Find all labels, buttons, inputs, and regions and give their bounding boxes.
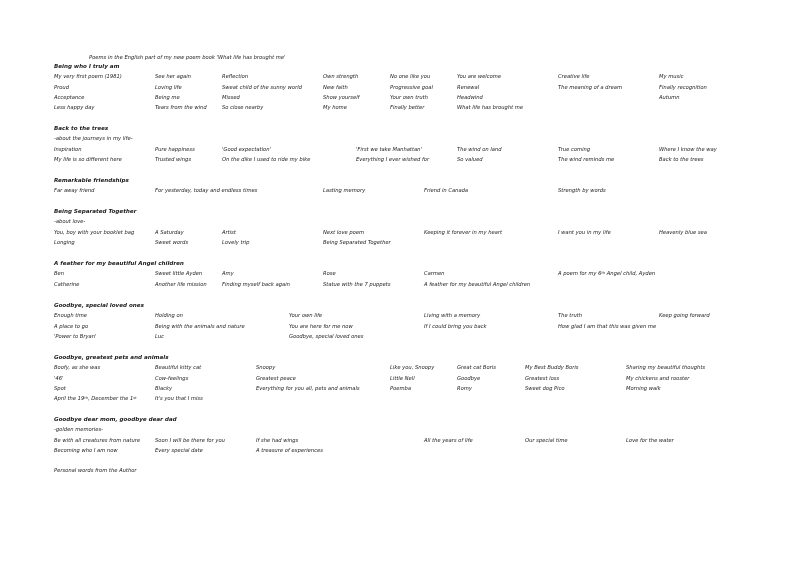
poem-title: My Best Buddy Boris [525, 365, 579, 372]
section-subtitle: -about the journeys in my life- [54, 136, 133, 143]
section-heading: Goodbye, greatest pets and animals [54, 355, 169, 361]
section-subtitle: -golden memories- [54, 427, 104, 434]
poem-title: Creative life [558, 74, 590, 81]
poem-title: Own strength [323, 74, 359, 81]
poem-title: Acceptance [54, 94, 85, 101]
poem-title: Statue with the 7 puppets [323, 281, 391, 288]
poem-title: See her again [155, 74, 191, 81]
poem-title: Trusted wings [155, 156, 192, 163]
poem-title: The wind on land [457, 146, 502, 153]
poem-title: Luc [155, 333, 165, 340]
poem-title: If she had wings [256, 437, 299, 444]
poem-title: Little Nell [390, 375, 415, 382]
poem-title: Greatest loss [525, 375, 560, 382]
poem-title: You, boy with your booklet bag [54, 229, 135, 236]
poem-title: Far away friend [54, 188, 95, 195]
poem-title: Everything I ever wished for [356, 156, 430, 163]
poem-title: Cow-feelings [155, 375, 189, 382]
poem-title: My very first poem (1981) [54, 74, 122, 81]
poem-title: Inspiration [54, 146, 82, 153]
poem-title: Blacky [155, 385, 173, 392]
poem-title: Reflection [222, 74, 249, 81]
poem-title: Lovely trip [222, 239, 250, 246]
poem-title: What life has brought me [457, 105, 524, 112]
poem-title: 'Good expectation' [222, 146, 271, 153]
poem-title: Great cat Boris [457, 365, 496, 372]
poem-title: Snoopy [256, 365, 276, 372]
poem-title: The truth [558, 313, 583, 320]
poem-title: You are welcome [457, 74, 502, 81]
poem-title: Less happy day [54, 105, 95, 112]
poem-title: Being Separated Together [323, 239, 391, 246]
poem-title: Living with a memory [424, 313, 481, 320]
poem-title: All the years of life [424, 437, 473, 444]
poem-title: My chickens and rooster [626, 375, 690, 382]
poem-title: Everything for you all, pets and animals [256, 385, 360, 392]
poem-title: Sweet dog Pico [525, 385, 565, 392]
poem-title: Keep going forward [659, 313, 710, 320]
section-heading: Goodbye, special loved ones [54, 303, 144, 309]
section-heading: Being who I truly am [54, 64, 120, 70]
poem-title: Catherine [54, 281, 80, 288]
section-heading: Being Separated Together [54, 209, 137, 215]
poem-title: Proud [54, 84, 70, 91]
poem-title: My music [659, 74, 684, 81]
poem-title: 'First we take Manhattan' [356, 146, 422, 153]
footer-note: Personal words from the Author [54, 468, 137, 474]
poem-title: Goodbye, special loved ones [289, 333, 364, 340]
poem-title: Show yourself [323, 94, 360, 101]
poem-title: Poemba [390, 385, 412, 392]
poem-title: Love for the water [626, 437, 674, 444]
poem-title: Greatest peace [256, 375, 296, 382]
poem-title: The wind reminds me [558, 156, 615, 163]
poem-title: 'Power to Bryan' [54, 333, 97, 340]
poem-title: Spot [54, 385, 66, 392]
section-subtitle: -about love- [54, 219, 86, 226]
poem-title: Like you, Snoopy [390, 365, 435, 372]
intro-line: Poems in the English part of my new poem book 'What life has brought me' [89, 55, 286, 61]
poem-title: Tears from the wind [155, 105, 207, 112]
poem-title: Autumn [659, 94, 680, 101]
poem-title: Your own truth [390, 94, 428, 101]
poem-title: Carmen [424, 271, 445, 278]
poem-title: Goodbye [457, 375, 481, 382]
poem-title: Progressive goal [390, 84, 433, 91]
poem-title: A feather for my beautiful Angel children [424, 281, 531, 288]
poem-title: Sharing my beautiful thoughts [626, 365, 706, 372]
poem-title: A place to go [54, 323, 89, 330]
poem-title: Artist [222, 229, 236, 236]
poem-title: Keeping it forever in my heart [424, 229, 503, 236]
poem-title: The meaning of a dream [558, 84, 623, 91]
poem-title: Your own life [289, 313, 323, 320]
poem-title: Soon I will be there for you [155, 437, 225, 444]
poem-title: My life is so different here [54, 156, 122, 163]
poem-title: So close nearby [222, 105, 264, 112]
poem-title: For yesterday, today and endless times [155, 188, 258, 195]
poem-title: Holding on [155, 313, 183, 320]
poem-title: Rose [323, 271, 336, 278]
poem-title: New faith [323, 84, 348, 91]
poem-title: I want you in my life [558, 229, 611, 236]
poem-title: Next love poem [323, 229, 365, 236]
poem-title: You are here for me now [289, 323, 353, 330]
poem-title: Missed [222, 94, 240, 101]
poem-title: Friend in Canada [424, 188, 469, 195]
poem-title: Being with the animals and nature [155, 323, 245, 330]
poem-title: Finally better [390, 105, 425, 112]
poem-title: A Saturday [155, 229, 184, 236]
poem-title: Our special time [525, 437, 568, 444]
poem-title: Finding myself back again [222, 281, 290, 288]
poem-title: Boofy, as she was [54, 365, 101, 372]
poem-title: My home [323, 105, 347, 112]
poem-title: Becoming who I am now [54, 447, 118, 454]
poem-title: Where I know the way [659, 146, 717, 153]
poem-title: '46' [54, 375, 64, 382]
poem-title: A poem for my 6th Angel child, Ayden [558, 271, 656, 278]
poem-title: A treasure of experiences [256, 447, 323, 454]
section-heading: Goodbye dear mom, goodbye dear dad [54, 417, 177, 423]
poem-title: Renewal [457, 84, 480, 91]
poem-title: Ben [54, 271, 65, 278]
poem-title: Loving life [155, 84, 182, 91]
poem-title: Back to the trees [659, 156, 704, 163]
poem-title: Heavenly blue sea [659, 229, 707, 236]
poem-title: Every special date [155, 447, 203, 454]
poem-title: April the 19th, December the 1st [54, 396, 137, 403]
poem-title: Amy [222, 271, 234, 278]
section-heading: A feather for my beautiful Angel children [54, 261, 184, 267]
poem-title: Another life mission [155, 281, 207, 288]
poem-title: Sweet words [155, 239, 189, 246]
poem-title: Be with all creatures from nature [54, 437, 141, 444]
poem-title: Finally recognition [659, 84, 707, 91]
poem-title: True coming [558, 146, 591, 153]
poem-title: If I could bring you back [424, 323, 487, 330]
poem-title: Enough time [54, 313, 87, 320]
poem-title: Beautiful kitty cat [155, 365, 202, 372]
poem-title: No one like you [390, 74, 431, 81]
poem-title: On the dike I used to ride my bike [222, 156, 311, 163]
poem-title: Longing [54, 239, 75, 246]
poem-title: Lasting memory [323, 188, 366, 195]
poem-title: Romy [457, 385, 472, 392]
poem-title: So valued [457, 156, 483, 163]
section-heading: Back to the trees [54, 126, 109, 132]
poem-title: How glad I am that this was given me [558, 323, 657, 330]
poem-title: It's you that I miss [155, 396, 203, 403]
section-heading: Remarkable friendships [54, 178, 129, 184]
poem-title: Being me [155, 94, 180, 101]
poem-title: Headwind [457, 94, 483, 101]
poem-title: Pure happiness [155, 146, 195, 153]
poem-title: Strength by words [558, 188, 606, 195]
poem-title: Sweat child of the sunny world [222, 84, 302, 91]
poem-title: Sweet little Ayden [155, 271, 203, 278]
poem-title: Morning walk [626, 385, 661, 392]
